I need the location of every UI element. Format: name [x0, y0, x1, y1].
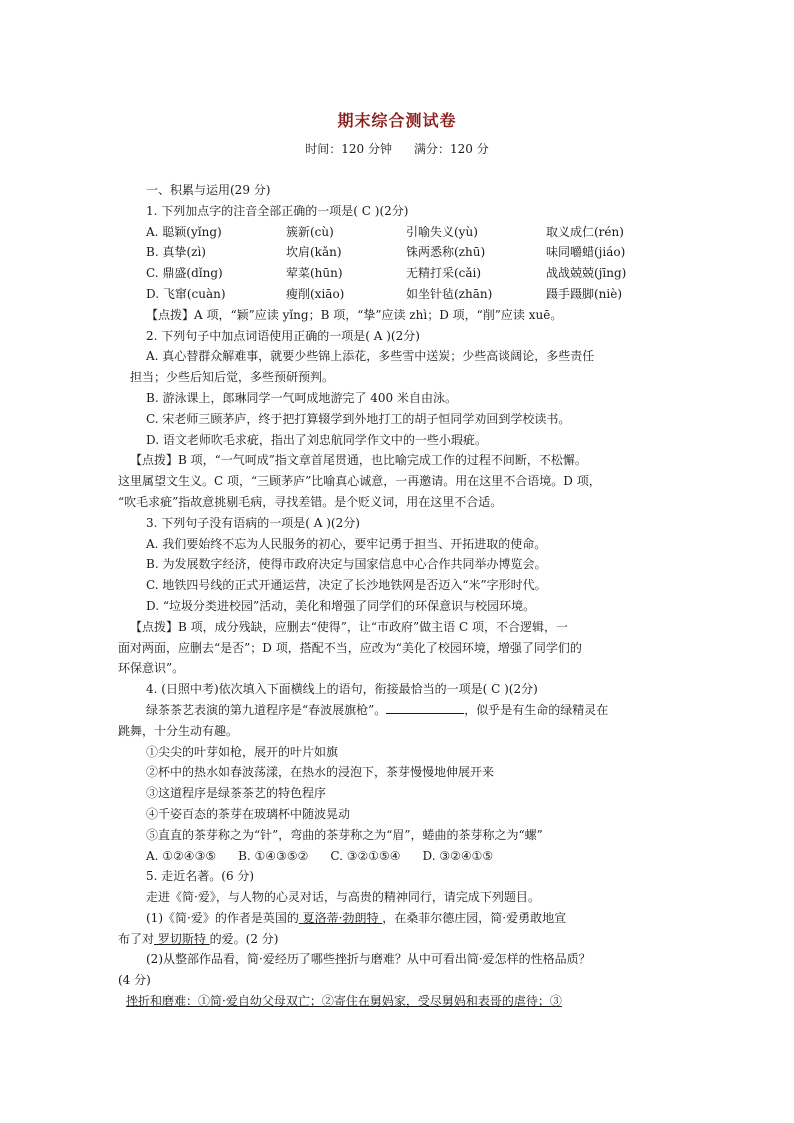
q1-c-1: C. 鼎盛(dǐng) — [146, 266, 223, 281]
q5-part2: (2)从整部作品看，简·爱经历了哪些挫折与磨难？从中可看出简·爱怎样的性格品质？ — [146, 952, 591, 967]
q5-answer-author: 夏洛蒂·勃朗特 — [298, 910, 383, 925]
exam-meta — [0, 140, 794, 157]
q1-c-4: 战战兢兢(jīng) — [546, 266, 627, 281]
q5-answer-text: 挫折和磨难：①简·爱自幼父母双亡；②寄住在舅妈家，受尽舅妈和表哥的虐待；③ — [126, 994, 562, 1009]
q2-option-c: C. 宋老师三顾茅庐，终于把打算辍学到外地打工的胡子恒同学劝回到学校读书。 — [146, 411, 571, 426]
q4-item: ④千姿百态的茶芽在玻璃杯中随波晃动 — [146, 806, 351, 821]
q4-text — [146, 700, 676, 721]
q1-d-2: 瘦削(xiāo) — [286, 286, 345, 301]
q2-tip-cont: “吹毛求疵”指故意挑剔毛病，寻找差错。是个贬义词，用在这里不合适。 — [118, 494, 503, 509]
question-1-stem: 1. 下列加点字的注音全部正确的一项是( C )(2分) — [146, 203, 409, 218]
q1-d-1: D. 飞窜(cuàn) — [146, 286, 226, 301]
q4-item: ⑤直直的茶芽称之为“针”，弯曲的茶芽称之为“眉”，蜷曲的茶芽称之为“螺” — [146, 827, 543, 842]
q5-part2-cont: (4 分) — [118, 973, 151, 988]
q2-option-a: A. 真心替群众解难事，就要少些锦上添花，多些雪中送炭；少些高谈阔论，多些责任 — [146, 349, 595, 364]
q1-option-row — [146, 242, 676, 263]
question-3-stem: 3. 下列句子没有语病的一项是( A )(2分) — [146, 515, 360, 530]
q4-option-c: C. ③②①⑤④ — [330, 848, 401, 863]
section-heading: 一、积累与运用(29 分) — [146, 183, 271, 197]
q3-option-a: A. 我们要始终不忘为人民服务的初心，要牢记勇于担当、开拓进取的使命。 — [146, 536, 547, 551]
q5-intro: 走进《简·爱》，与人物的心灵对话，与高贵的精神同行，请完成下列题目。 — [146, 890, 540, 905]
q4-item: ①尖尖的叶芽如枪，展开的叶片如旗 — [146, 744, 339, 759]
full-score: 满分：120 分 — [414, 142, 489, 156]
q1-b-2: 坎肩(kǎn) — [286, 245, 342, 260]
q1-a-4: 取义成仁(rén) — [546, 224, 624, 239]
q1-option-row — [146, 263, 676, 284]
q1-c-2: 荤菜(hūn) — [286, 266, 343, 281]
q4-options — [146, 846, 676, 867]
q3-option-d: D. “垃圾分类进校园”活动，美化和增强了同学们的环保意识与校园环境。 — [146, 598, 536, 613]
page-title: 期末综合测试卷 — [337, 111, 457, 130]
question-4-stem: 4. (日照中考)依次填入下面横线上的语句，衔接最恰当的一项是( C )(2分) — [146, 682, 538, 697]
q2-tip-cont: 这里属望文生义。C 项，“三顾茅庐”比喻真心诚意，一再邀请。用在这里不合语境。D 项， — [118, 474, 601, 489]
q4-text-cont: 跳舞，十分生动有趣。 — [118, 723, 239, 738]
q1-tip: 【点拨】A 项，“颖”应读 yǐng；B 项，“挚”应读 zhì；D 项，“削”应读 xuē。 — [146, 307, 563, 322]
q4-text-b: ，似乎是有生命的绿精灵在 — [464, 702, 609, 717]
q1-a-2: 簇新(cù) — [286, 224, 334, 239]
q4-option-a: A. ①②④③⑤ — [146, 848, 217, 863]
q2-option-b: B. 游泳课上，郎琳同学一气呵成地游完了 400 米自由泳。 — [146, 390, 457, 405]
q4-option-d: D. ③②④①⑤ — [422, 848, 494, 863]
time-limit: 时间：120 分钟 — [305, 142, 392, 156]
q3-option-b: B. 为发展数字经济，使得市政府决定与国家信息中心合作共同举办博览会。 — [146, 557, 547, 572]
q5-part1 — [146, 908, 676, 929]
q4-item: ②杯中的热水如春波荡漾，在热水的浸泡下，茶芽慢慢地伸展开来 — [146, 765, 495, 780]
q2-option-a-cont: 担当；少些后知后觉，多些预研预判。 — [130, 370, 335, 385]
q1-d-4: 蹑手蹑脚(niè) — [546, 286, 623, 301]
question-2-stem: 2. 下列句子中加点词语使用正确的一项是( A )(2分) — [146, 328, 420, 343]
q1-option-row — [146, 284, 676, 305]
exam-body — [118, 180, 676, 1012]
q3-tip-cont: 环保意识”。 — [118, 661, 185, 676]
q3-tip: 【点拨】B 项，成分残缺，应删去“使得”，让“市政府”做主语 C 项，不合逻辑，一 — [130, 619, 568, 634]
q5-answer-lover: 罗切斯特 — [154, 931, 210, 946]
q3-option-c: C. 地铁四号线的正式开通运营，决定了长沙地铁网是否迈入“米”字形时代。 — [146, 578, 547, 593]
q1-b-1: B. 真挚(zì) — [146, 245, 206, 260]
q1-b-4: 味同嚼蜡(jiáo) — [546, 245, 626, 260]
q3-tip-cont: 面对两面，应删去“是否”；D 项，搭配不当，应改为“美化了校园环境，增强了同学们的 — [118, 640, 582, 655]
q1-option-row — [146, 222, 676, 243]
q1-d-3: 如坐针毡(zhān) — [406, 286, 493, 301]
q4-item: ③这道程序是绿茶茶艺的特色程序 — [146, 786, 327, 801]
question-5-stem: 5. 走近名著。(6 分) — [146, 869, 255, 884]
q5-part1-cont — [118, 929, 676, 950]
q5-part1-text: 布了对 — [118, 931, 155, 946]
q1-a-3: 引喻失义(yù) — [406, 224, 478, 239]
q2-option-d: D. 语文老师吹毛求疵，指出了刘忠航同学作文中的一些小瑕疵。 — [146, 432, 487, 447]
q5-part1-text: 的爱。(2 分) — [209, 931, 279, 946]
fill-blank — [386, 701, 464, 714]
q2-tip: 【点拨】B 项，“一气呵成”指文章首尾贯通，也比喻完成工作的过程不间断，不松懈。 — [130, 453, 587, 468]
q4-option-b: B. ①④③⑤② — [238, 848, 309, 863]
q1-c-3: 无精打采(cǎi) — [406, 266, 482, 281]
q5-part1-text: (1)《简·爱》的作者是英国的 — [146, 910, 299, 925]
q5-answer — [126, 991, 676, 1012]
q4-text-a: 绿茶茶艺表演的第九道程序是“春波展旗枪”。 — [146, 702, 387, 717]
q1-b-3: 铢两悉称(zhū) — [406, 245, 486, 260]
q5-part1-text: ，在桑菲尔德庄园，简·爱勇敢地宣 — [382, 910, 567, 925]
q1-a-1: A. 聪颖(yǐng) — [146, 224, 222, 239]
